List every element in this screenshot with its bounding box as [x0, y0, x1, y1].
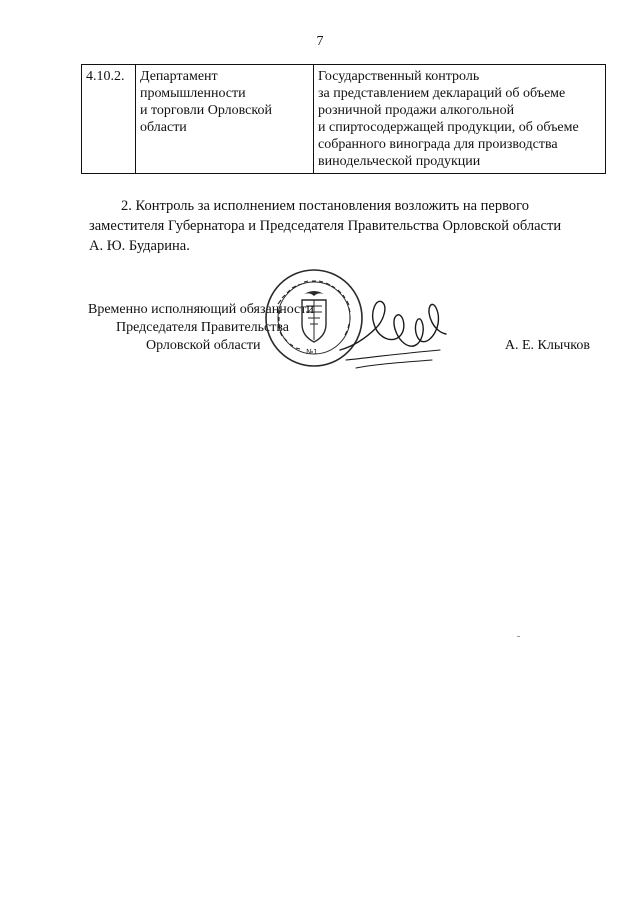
row-number-cell: [82, 65, 136, 174]
paragraph-line: заместителя Губернатора и Председателя Правительства Орловской области: [89, 218, 562, 234]
signatory-position-line: Председателя Правительства: [116, 320, 290, 335]
department-line: Департамент: [140, 69, 218, 84]
signatory-name: А. Е. Клычков: [504, 338, 590, 353]
department-line: промышленности: [140, 86, 246, 101]
row-number: 4.10.2.: [86, 69, 125, 84]
control-line: Государственный контроль: [318, 69, 480, 84]
department-cell: [136, 65, 314, 174]
paragraph-line: А. Ю. Бударина.: [89, 238, 190, 254]
scan-mark: [517, 636, 520, 637]
department-line: области: [140, 120, 187, 135]
department-line: и торговли Орловской: [140, 103, 272, 118]
control-function-cell: [314, 65, 606, 174]
control-line: и спиртосодержащей продукции, об объеме: [318, 120, 579, 135]
signatory-position-line: Орловской области: [146, 338, 261, 353]
page-number: 7: [316, 34, 324, 49]
control-paragraph: [89, 196, 597, 256]
signatory-position-line: Временно исполняющий обязанности: [88, 302, 314, 317]
paragraph-line: 2. Контроль за исполнением постановления возложить на первого: [121, 198, 529, 214]
seal-number: №1: [306, 348, 318, 356]
control-line: винодельческой продукции: [318, 154, 481, 169]
table-row: [82, 65, 606, 174]
control-line: розничной продажи алкогольной: [318, 103, 515, 118]
control-line: собранного винограда для производства: [318, 137, 558, 152]
control-line: за представлением деклараций об объеме: [318, 86, 566, 101]
handwritten-signature: [336, 288, 456, 378]
control-table: [81, 64, 606, 174]
